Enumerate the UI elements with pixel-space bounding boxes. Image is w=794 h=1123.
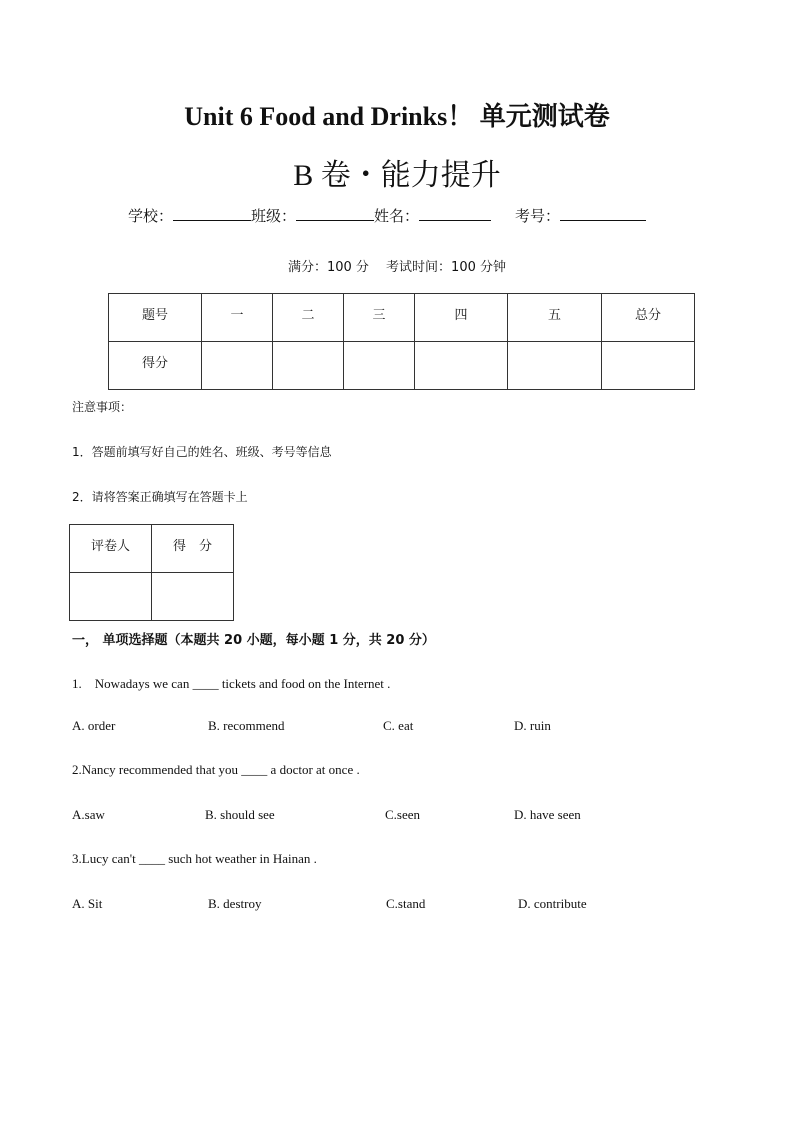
option-a[interactable]: A. order [72,718,116,733]
score-cell[interactable] [202,342,273,390]
table-cell: 三 [344,294,415,342]
option-c[interactable]: C.seen [385,807,421,822]
option-c[interactable]: C.stand [386,896,426,911]
score-table [108,293,695,390]
table-cell: 一 [202,294,273,342]
score-cell[interactable] [602,342,695,390]
option-b[interactable]: B. recommend [208,718,285,733]
table-cell: 得 分 [152,525,234,573]
table-row [70,573,234,621]
school-label: 学校： [128,207,174,225]
grader-table [69,524,234,621]
option-a[interactable]: A. Sit [72,896,103,911]
table-cell: 评卷人 [70,525,152,573]
exam-subtitle: B 卷・能力提升 [293,159,501,192]
score-cell[interactable] [273,342,344,390]
table-cell: 题号 [109,294,202,342]
name-label: 姓名： [374,207,420,225]
table-cell: 五 [508,294,602,342]
option-d[interactable]: D. contribute [518,896,587,911]
option-d[interactable]: D. have seen [514,807,581,822]
exam-no-label: 考号： [515,207,561,225]
score-and-time: 满分：100 分 考试时间：100 分钟 [287,260,507,275]
student-info-fields [128,205,646,226]
option-b[interactable]: B. destroy [208,896,262,911]
note-item-1: 1．答题前填写好自己的姓名、班级、考号等信息 [72,445,332,459]
table-cell: 四 [415,294,508,342]
class-label: 班级： [251,207,297,225]
name-blank[interactable] [419,206,491,221]
option-b[interactable]: B. should see [205,807,275,822]
option-c[interactable]: C. eat [383,718,414,733]
exam-title: Unit 6 Food and Drinks！ 单元测试卷 [184,102,610,131]
school-blank[interactable] [173,206,251,221]
table-cell: 二 [273,294,344,342]
score-cell[interactable] [508,342,602,390]
table-row [70,525,234,573]
question-stem: 3.Lucy can't ____ such hot weather in Hainan . [72,851,317,866]
option-a[interactable]: A.saw [72,807,105,822]
question-stem: 2.Nancy recommended that you ____ a doctor at once . [72,762,360,777]
class-blank[interactable] [296,206,374,221]
note-item-2: 2．请将答案正确填写在答题卡上 [72,490,248,504]
exam-no-blank[interactable] [560,206,646,221]
table-row [109,342,695,390]
score-cell[interactable] [415,342,508,390]
section-title: 一， 单项选择题（本题共 20 小题，每小题 1 分，共 20 分） [72,633,435,648]
table-row [109,294,695,342]
score-cell[interactable] [152,573,234,621]
notes-heading: 注意事项： [72,400,133,414]
grader-cell[interactable] [70,573,152,621]
score-cell[interactable] [344,342,415,390]
question-stem: 1. Nowadays we can ____ tickets and food on the Internet . [72,676,391,691]
table-cell: 总分 [602,294,695,342]
option-d[interactable]: D. ruin [514,718,551,733]
table-cell: 得分 [109,342,202,390]
